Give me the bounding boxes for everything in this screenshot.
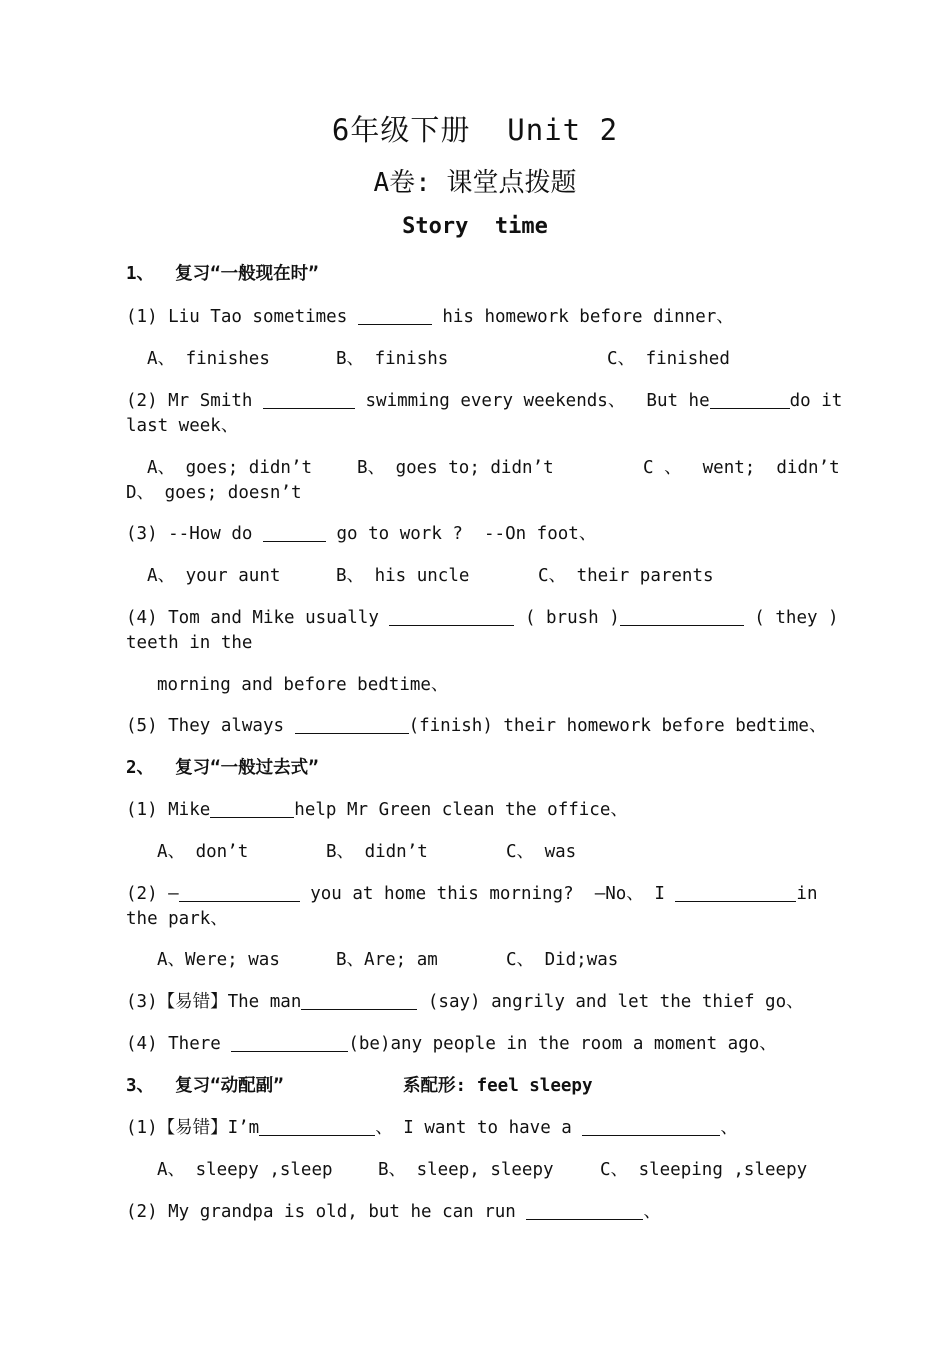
answer-blank[interactable] [526, 1201, 643, 1220]
s1-q2-option-b: B、 goes to; didn’t [357, 458, 554, 478]
s1-q2-option-c: C 、 went; didn’t [643, 458, 840, 478]
question-text: ( they ) [743, 608, 839, 628]
question-text: (1) Mike [126, 800, 211, 820]
s1-q1-option-c: C、 finished [607, 349, 730, 369]
s1-question-5 [126, 714, 826, 738]
question-text: (4) There [126, 1034, 232, 1054]
s1-q3-option-c: C、 their parents [538, 566, 714, 586]
answer-blank[interactable] [358, 306, 432, 325]
answer-blank[interactable] [231, 1033, 348, 1052]
s1-question-1 [126, 305, 734, 329]
s2-q2-option-b: B、Are; am [336, 950, 438, 970]
s3-question-1 [126, 1116, 738, 1140]
answer-blank[interactable] [582, 1117, 720, 1136]
section-1-heading: 1、 复习“一般现在时” [126, 264, 319, 284]
section-3-subheading [403, 1074, 593, 1098]
page-title: 6年级下册 Unit 2 [331, 113, 619, 147]
answer-blank[interactable] [675, 883, 796, 902]
s2-question-1 [126, 798, 628, 822]
answer-blank[interactable] [210, 799, 294, 818]
s1-q2-option-d: D、 goes; doesn’t [126, 483, 302, 503]
s3-q1-option-b: B、 sleep, sleepy [378, 1160, 554, 1180]
question-text: do it [789, 391, 843, 411]
s2-q1-option-c: C、 was [506, 842, 577, 862]
s1-q3-option-b: B、 his uncle [336, 566, 470, 586]
question-text: (2) My grandpa is old, but he can run [126, 1202, 527, 1222]
answer-blank[interactable] [263, 523, 326, 542]
s2-question-4 [126, 1032, 777, 1056]
answer-blank[interactable] [301, 991, 417, 1010]
question-text: (be)any people in the room a moment ago、 [348, 1034, 777, 1054]
s2-q1-option-a: A、 don’t [157, 842, 249, 862]
question-text: help Mr Green clean the office、 [294, 800, 628, 820]
question-text: in [796, 884, 818, 904]
section-3-heading: 3、 复习“动配副” [126, 1076, 284, 1096]
s1-q4-line-3: morning and before bedtime、 [157, 675, 449, 695]
s2-question-2 [126, 882, 818, 906]
question-text: (5) They always [126, 716, 295, 736]
answer-blank[interactable] [710, 390, 790, 409]
s1-q1-option-b: B、 finishs [336, 349, 449, 369]
question-text: (finish) their homework before bedtime、 [408, 716, 827, 736]
s1-q1-option-a: A、 finishes [147, 349, 270, 369]
s2-q1-option-b: B、 didn’t [326, 842, 428, 862]
question-text: (3) --How do [126, 524, 263, 544]
s1-question-3 [126, 522, 596, 546]
question-text: (say) angrily and let the thief go、 [417, 992, 804, 1012]
s1-q2-line-2: last week、 [126, 416, 239, 436]
question-text: (3)【易错】The man [126, 992, 302, 1012]
story-time-heading: Story time [402, 214, 548, 239]
question-text: (2) Mr Smith [126, 391, 263, 411]
question-text: his homework before dinner、 [431, 307, 734, 327]
s1-q4-line-2: teeth in the [126, 633, 253, 653]
page-subtitle: A卷: 课堂点拨题 [373, 168, 577, 198]
question-text: you at home this morning? —No、 I [299, 884, 676, 904]
s3-q1-option-c: C、 sleeping ,sleepy [600, 1160, 808, 1180]
s3-question-2 [126, 1200, 661, 1224]
question-text: ( brush ) [514, 608, 620, 628]
question-text: (2) — [126, 884, 179, 904]
answer-blank[interactable] [259, 1117, 375, 1136]
question-text: swimming every weekends、 But he [354, 391, 710, 411]
question-text: 、 I want to have a [375, 1118, 583, 1138]
answer-blank[interactable] [389, 607, 514, 626]
question-text: (1)【易错】I’m [126, 1118, 260, 1138]
answer-blank[interactable] [620, 607, 744, 626]
s2-q2-option-a: A、Were; was [157, 950, 280, 970]
question-text: (4) Tom and Mike usually [126, 608, 390, 628]
question-text: 、 [720, 1118, 738, 1138]
s1-question-4 [126, 606, 839, 630]
answer-blank[interactable] [295, 715, 409, 734]
question-text: 、 [643, 1202, 661, 1222]
s3-q1-option-a: A、 sleepy ,sleep [157, 1160, 333, 1180]
question-text: (1) Liu Tao sometimes [126, 307, 358, 327]
s2-question-3 [126, 990, 804, 1014]
s2-q2-line-2: the park、 [126, 909, 228, 929]
subheading-phrase: feel sleepy [476, 1076, 593, 1096]
s1-q2-option-a: A、 goes; didn’t [147, 458, 313, 478]
question-text: go to work ? --On foot、 [325, 524, 597, 544]
s2-q2-option-c: C、 Did;was [506, 950, 619, 970]
section-2-heading: 2、 复习“一般过去式” [126, 758, 319, 778]
answer-blank[interactable] [179, 883, 300, 902]
s1-q3-option-a: A、 your aunt [147, 566, 281, 586]
subheading-label: 系配形: [403, 1076, 467, 1096]
s1-question-2 [126, 389, 842, 413]
answer-blank[interactable] [263, 390, 355, 409]
